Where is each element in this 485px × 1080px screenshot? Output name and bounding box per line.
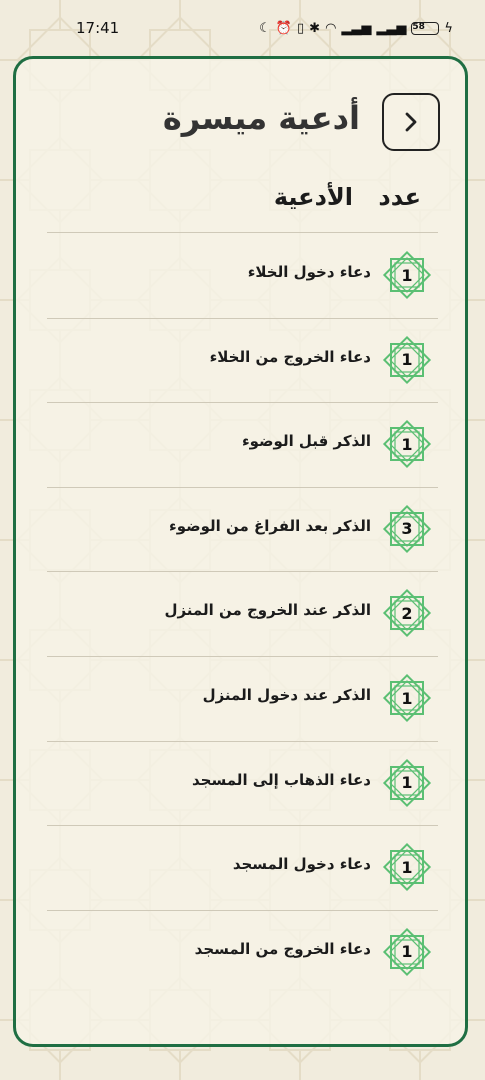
list-item[interactable]	[47, 571, 438, 655]
item-count: 1	[401, 942, 413, 962]
signal-icon-2: ▂▃▅	[376, 20, 407, 36]
status-icons	[259, 22, 453, 35]
list-item[interactable]	[47, 318, 438, 402]
item-count: 1	[401, 350, 413, 370]
item-label: دعاء الذهاب إلى المسجد	[192, 770, 371, 789]
back-button[interactable]	[382, 93, 440, 151]
item-count: 1	[401, 434, 413, 454]
list-item[interactable]	[47, 825, 438, 909]
bluetooth-icon: ✱	[309, 20, 321, 36]
item-label: دعاء الخروج من المسجد	[194, 939, 371, 958]
item-count: 1	[401, 265, 413, 285]
item-count: 3	[401, 519, 413, 539]
column-header-title: الأدعية	[273, 183, 353, 211]
moon-icon: ☾	[259, 20, 271, 36]
item-label: دعاء الخروج من الخلاء	[209, 347, 371, 366]
status-time: 17:41	[76, 19, 120, 37]
page-title: أدعية ميسرة	[162, 99, 360, 137]
alarm-icon: ⏰	[275, 20, 293, 36]
main-card	[13, 56, 468, 1047]
list-item[interactable]	[47, 233, 438, 317]
list-item[interactable]	[47, 910, 438, 994]
item-count: 1	[401, 857, 413, 877]
signal-icon: ▂▃▅	[341, 20, 372, 36]
wifi-icon: ◠	[325, 20, 337, 36]
item-label: الذكر عند دخول المنزل	[202, 686, 371, 704]
list-item[interactable]	[47, 656, 438, 740]
item-count: 1	[401, 773, 413, 793]
list-item[interactable]	[47, 487, 438, 571]
item-count: 2	[401, 603, 413, 623]
chevron-right-icon	[400, 111, 422, 133]
item-count: 1	[401, 688, 413, 708]
charging-icon: ϟ	[444, 20, 453, 36]
item-label: الذكر بعد الفراغ من الوضوء	[169, 516, 371, 535]
list-item[interactable]	[47, 741, 438, 825]
battery-icon: 58	[411, 22, 439, 35]
column-header-count: عدد	[378, 183, 421, 211]
list-item[interactable]	[47, 402, 438, 486]
item-label: دعاء دخول المسجد	[232, 855, 371, 874]
item-label: الذكر عند الخروج من المنزل	[164, 601, 371, 620]
status-bar	[0, 0, 485, 56]
item-label: دعاء دخول الخلاء	[247, 263, 371, 281]
item-label: الذكر قبل الوضوء	[241, 432, 371, 451]
vibrate-icon: ▯	[297, 20, 305, 36]
